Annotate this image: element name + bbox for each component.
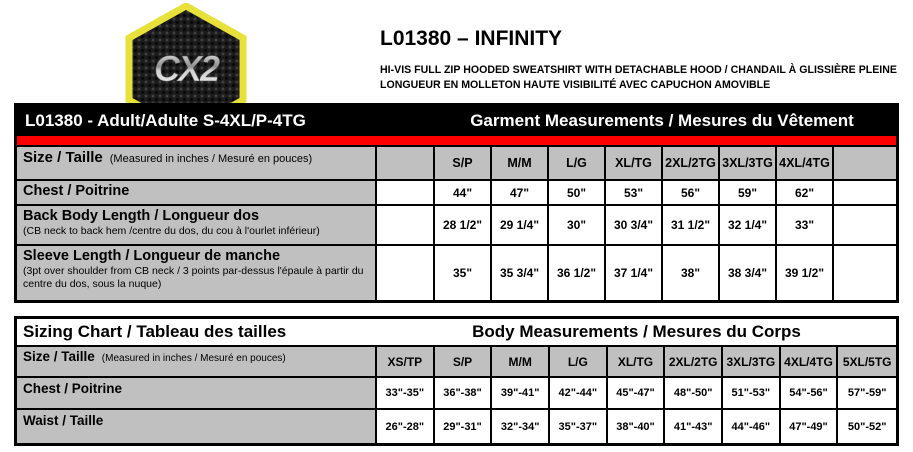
row-note: (CB neck to back hem /centre du dos, du cou à l'ourlet inférieur) bbox=[23, 225, 320, 237]
measurement-value: 38" bbox=[663, 246, 720, 300]
garment-size-label-cell bbox=[17, 147, 377, 179]
row-note: (3pt over shoulder from CB neck / 3 points par-dessus l'épaule à partir du centre du dos, sous la nuque) bbox=[23, 265, 364, 290]
empty-cell bbox=[377, 246, 435, 300]
measurement-value: 29"-31" bbox=[435, 410, 493, 443]
measurement-value: 35"-37" bbox=[550, 410, 608, 443]
size-unit-note: (Measured in inches / Mesuré en pouces) bbox=[101, 353, 286, 364]
size-column-header: M/M bbox=[492, 347, 550, 376]
measurement-value: 50" bbox=[549, 181, 606, 204]
sizing-table-header-bar bbox=[17, 319, 896, 347]
size-column-header: XL/TG bbox=[606, 147, 663, 179]
measurement-value: 50"-52" bbox=[838, 410, 896, 443]
measurement-value: 45"-47" bbox=[608, 378, 666, 408]
measurement-value: 30" bbox=[549, 206, 606, 244]
red-divider-bar bbox=[17, 136, 896, 147]
table-row-sleeve-length bbox=[17, 246, 896, 300]
garment-table-header-bar bbox=[17, 106, 896, 136]
measurement-value: 62" bbox=[777, 181, 834, 204]
table-row-back-body-length bbox=[17, 206, 896, 246]
measurement-value: 35 3/4" bbox=[492, 246, 549, 300]
measurement-value: 51"-53" bbox=[723, 378, 781, 408]
product-title: L01380 – INFINITY bbox=[380, 27, 563, 50]
sizing-size-header-row bbox=[17, 347, 896, 378]
size-column-header: S/P bbox=[435, 347, 493, 376]
empty-cell bbox=[377, 206, 435, 244]
cx2-logo-text: CX2 bbox=[153, 48, 219, 89]
sizing-table-title-left: Sizing Chart / Tableau des tailles bbox=[23, 322, 287, 341]
measurement-value: 32"-34" bbox=[492, 410, 550, 443]
garment-table-title-left: L01380 - Adult/Adulte S-4XL/P-4TG bbox=[25, 111, 306, 130]
empty-cell bbox=[834, 181, 896, 204]
size-column-header: 2XL/2TG bbox=[665, 347, 723, 376]
size-column-header: S/P bbox=[435, 147, 492, 179]
empty-cell bbox=[377, 147, 435, 179]
measurement-value: 26"-28" bbox=[377, 410, 435, 443]
measurement-value: 28 1/2" bbox=[435, 206, 492, 244]
measurement-value: 41"-43" bbox=[665, 410, 723, 443]
row-label-cell bbox=[17, 410, 377, 443]
product-description bbox=[380, 63, 900, 93]
size-unit-note: (Measured in inches / Mesuré en pouces) bbox=[109, 153, 313, 165]
measurement-value: 48"-50" bbox=[665, 378, 723, 408]
empty-cell bbox=[377, 181, 435, 204]
measurement-value: 44" bbox=[435, 181, 492, 204]
measurement-value: 36 1/2" bbox=[549, 246, 606, 300]
size-column-header: 5XL/5TG bbox=[838, 347, 896, 376]
size-column-header: 3XL/3TG bbox=[723, 347, 781, 376]
measurement-value: 53" bbox=[606, 181, 663, 204]
measurement-value: 59" bbox=[720, 181, 777, 204]
product-description-line2: LONGUEUR EN MOLLETON HAUTE VISIBILITÉ AVEC CAPUCHON AMOVIBLE bbox=[380, 79, 771, 91]
row-label: Chest / Poitrine bbox=[23, 381, 123, 396]
size-column-header: L/G bbox=[549, 147, 606, 179]
row-label: Chest / Poitrine bbox=[23, 183, 130, 199]
empty-cell bbox=[834, 147, 896, 179]
table-row-chest bbox=[17, 378, 896, 410]
measurement-value: 56" bbox=[663, 181, 720, 204]
table-row-chest bbox=[17, 181, 896, 206]
size-column-header: M/M bbox=[492, 147, 549, 179]
measurement-value: 29 1/4" bbox=[492, 206, 549, 244]
product-header bbox=[380, 27, 900, 93]
measurement-value: 31 1/2" bbox=[663, 206, 720, 244]
row-label: Sleeve Length / Longueur de manche bbox=[23, 248, 281, 264]
measurement-value: 33" bbox=[777, 206, 834, 244]
measurement-value: 36"-38" bbox=[435, 378, 493, 408]
empty-cell bbox=[834, 206, 896, 244]
garment-measurements-table bbox=[14, 103, 899, 303]
garment-table-title-right: Garment Measurements / Mesures du Vêtement bbox=[470, 111, 854, 130]
sizing-table-title-right: Body Measurements / Mesures du Corps bbox=[472, 322, 801, 341]
size-column-header: 2XL/2TG bbox=[663, 147, 720, 179]
measurement-value: 54"-56" bbox=[781, 378, 839, 408]
measurement-value: 30 3/4" bbox=[606, 206, 663, 244]
measurement-value: 39"-41" bbox=[492, 378, 550, 408]
measurement-value: 42"-44" bbox=[550, 378, 608, 408]
measurement-value: 35" bbox=[435, 246, 492, 300]
size-column-header: XL/TG bbox=[608, 347, 666, 376]
size-label: Size / Taille bbox=[23, 149, 103, 166]
measurement-value: 37 1/4" bbox=[606, 246, 663, 300]
size-column-header: L/G bbox=[550, 347, 608, 376]
size-column-header: 4XL/4TG bbox=[781, 347, 839, 376]
measurement-value: 33"-35" bbox=[377, 378, 435, 408]
row-label: Waist / Taille bbox=[23, 413, 104, 428]
size-column-header: 3XL/3TG bbox=[720, 147, 777, 179]
size-label: Size / Taille bbox=[23, 349, 95, 364]
empty-cell bbox=[834, 246, 896, 300]
garment-size-header-row bbox=[17, 147, 896, 181]
measurement-value: 38 3/4" bbox=[720, 246, 777, 300]
measurement-value: 44"-46" bbox=[723, 410, 781, 443]
measurement-value: 32 1/4" bbox=[720, 206, 777, 244]
row-label-cell bbox=[17, 378, 377, 408]
size-column-header: 4XL/4TG bbox=[777, 147, 834, 179]
measurement-value: 38"-40" bbox=[608, 410, 666, 443]
row-label-cell bbox=[17, 206, 377, 244]
sizing-size-label-cell bbox=[17, 347, 377, 376]
size-column-header: XS/TP bbox=[377, 347, 435, 376]
product-description-line1: HI-VIS FULL ZIP HOODED SWEATSHIRT WITH DETACHABLE HOOD / CHANDAIL À GLISSIÈRE PLEINE bbox=[380, 64, 897, 76]
row-label-cell bbox=[17, 181, 377, 204]
measurement-value: 57"-59" bbox=[838, 378, 896, 408]
measurement-value: 47" bbox=[492, 181, 549, 204]
measurement-value: 39 1/2" bbox=[777, 246, 834, 300]
measurement-value: 47"-49" bbox=[781, 410, 839, 443]
row-label: Back Body Length / Longueur dos bbox=[23, 208, 260, 224]
sizing-chart-table bbox=[14, 316, 899, 446]
row-label-cell bbox=[17, 246, 377, 300]
table-row-waist bbox=[17, 410, 896, 443]
